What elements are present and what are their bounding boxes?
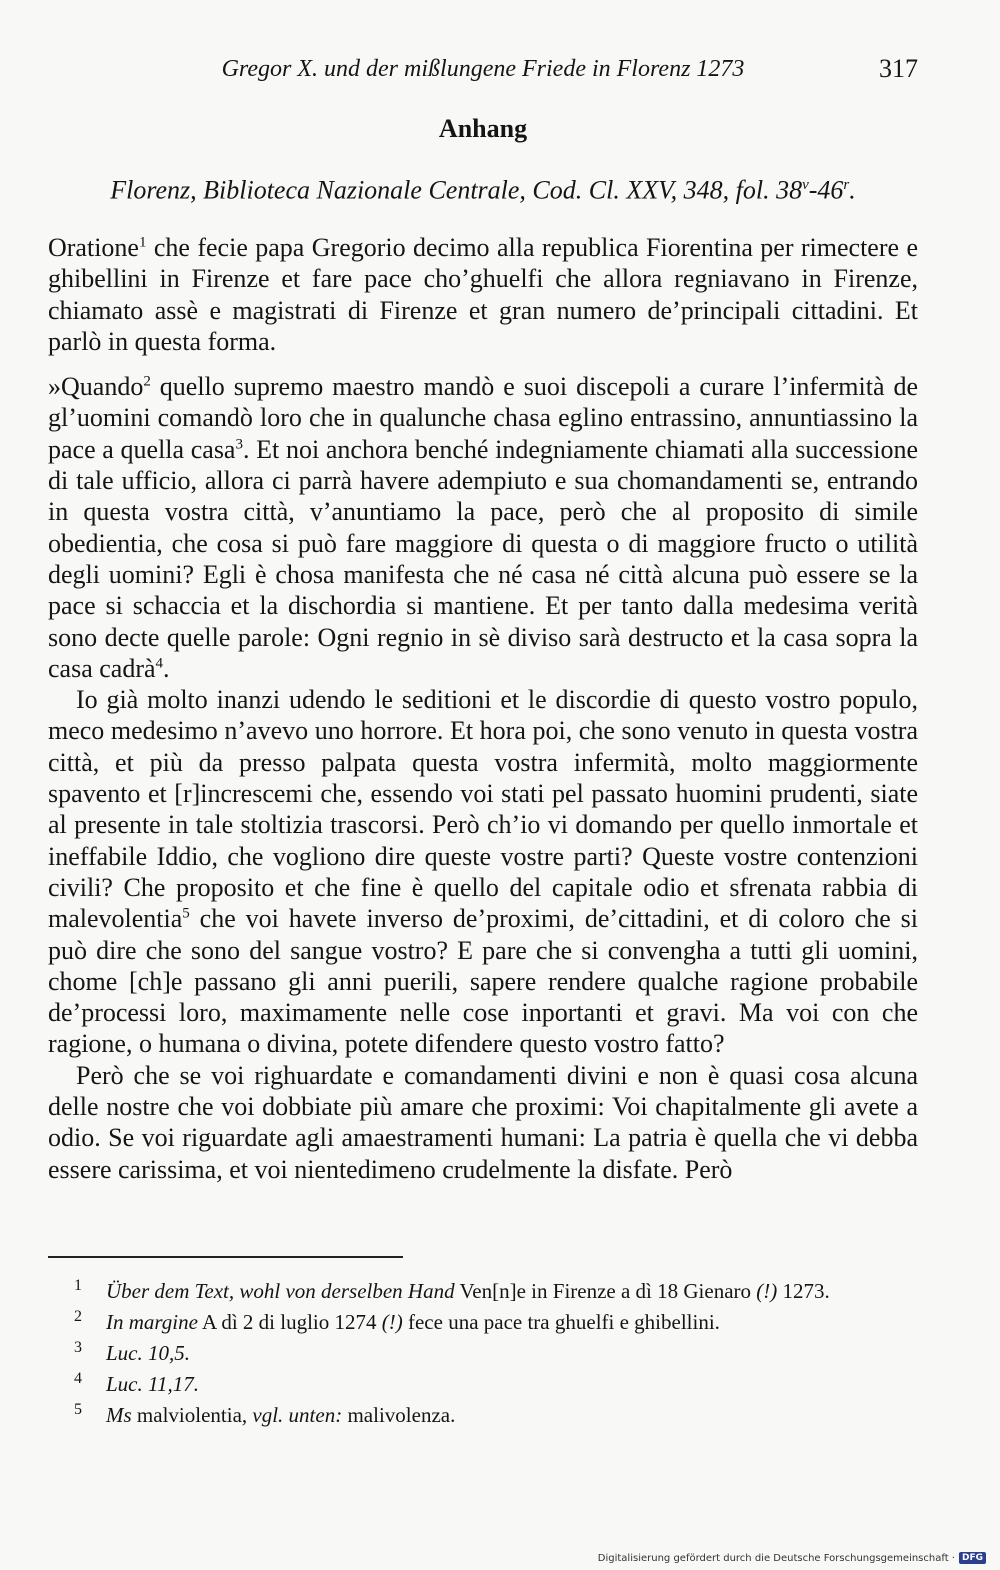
paragraph-text: Io già molto inanzi udendo le seditioni et le discordie di questo vostro populo, meco medesimo n’avevo uno horrore. Et hora poi, che sono venuto in questa vostra città, et più da presso palpata questa vostra infermità, molto maggiormente spavento et [r]increscemi che, essendo voi stati pel passato huomini prudenti, siate al presente in tale stoltizia trascorsi. Però ch’io vi domando per quello inmortale et ineffabile Iddio, che vogliono dire queste vostre parti? Queste vostre contenzioni civili? Che proposito et che fine è quello del capitale odio et sfrenata rabbia di malevolentia [48,685,918,934]
footnote-ref: 5 [182,905,190,922]
footnote-3 [48,1338,918,1369]
paragraph-text: che fecie papa Gregorio decimo alla republica Fiorentina per rimectere e ghibellini in Firenze et fare pace cho’ghuelfi che allora regniavano in Firenze, chiamato assè e magistrati di Firenze et gran numero de’principali cittadini. Et parlò in questa forma. [48,233,918,356]
dfg-logo: DFG [959,1552,986,1564]
footnote-5 [48,1400,918,1431]
digitization-text: Digitalisierung gefördert durch die Deutsche Forschungsgemeinschaft · [597,1552,955,1564]
footnote-ref: 4 [155,655,164,672]
paragraph-io-gia [48,684,918,1060]
footnote-text: In margine [106,1310,198,1334]
footnote-text: vgl. unten: [252,1403,343,1427]
manuscript-reference [48,168,918,208]
footnote-text: malviolentia, [131,1403,253,1427]
page-number: 317 [879,54,918,83]
footnote-text: Luc. 10,5. [106,1341,190,1365]
footnote-text: A dì 2 di luglio 1274 [197,1310,382,1334]
paragraph-text: Oratione [48,233,139,262]
digitization-credit [598,1552,986,1564]
manuscript-range: -46 [808,175,844,205]
footnote-text: Ven[n]e in Firenze a dì 18 Gienaro [454,1279,757,1303]
paragraph-pero [48,1060,918,1185]
paragraph-text: Però che se voi righuardate e comandamenti divini e non è quasi cosa alcuna delle nostre che voi dobbiate più amare che proximi: Voi chapitalmente gli avete a odio. Se voi riguardate agli amaestramenti humani: La patria è quella che vi debba essere carissima, et voi nientedimeno crudelmente la disfate. Però [48,1060,918,1184]
footnote-number: 1 [74,1277,82,1294]
footnote-text: (!) [756,1279,778,1303]
manuscript-end: . [849,175,856,205]
footnote-1 [48,1276,918,1307]
paragraph-text: che voi havete inverso de’proximi, de’cittadini, et di coloro che si può dire che sono del sangue vostro? E pare che si convengha a tutti gli uomini, chome [ch]e passano gli anni puerili, sapere rendere qualche ragione probabile de’processi loro, maximamente nelle cose inportanti et gravi. Ma voi con che ragione, o humana o divina, potete difendere questo vostro fatto? [48,904,918,1059]
manuscript-recto: r [843,177,850,193]
footnote-ref: 1 [138,234,147,251]
footnote-text: Über dem Text, wohl von derselben Hand [106,1279,455,1303]
paragraph-text: »Quando [48,372,144,402]
paragraph-text: . [163,653,170,683]
manuscript-verso: v [802,177,809,193]
footnote-text: fece una pace tra ghuelfi e ghibellini. [402,1310,720,1334]
footnote-ref: 2 [143,373,151,390]
footnote-text: Luc. 11,17. [106,1372,199,1396]
footnote-text: 1273. [777,1279,830,1303]
footnote-divider [48,1256,403,1258]
footnote-2 [48,1307,918,1338]
footnotes [48,1276,918,1431]
footnote-number: 2 [74,1308,82,1325]
footnote-4 [48,1369,918,1400]
running-head [48,52,918,86]
manuscript-text: Florenz, Biblioteca Nazionale Centrale, Cod. Cl. XXV, 348, fol. 38 [110,175,803,205]
paragraph-quando [48,371,918,684]
footnote-number: 5 [74,1401,82,1418]
footnote-text: malivolenza. [342,1403,456,1427]
footnote-number: 3 [74,1339,82,1356]
paragraph-oratione [48,232,918,357]
paragraph-text: quello supremo maestro mandò e suoi discepoli a curare l’infermità de gl’uomini comandò loro che in qualunche chasa eglino entrassino, annuntiassino la pace a quella casa [48,372,918,464]
section-title: Anhang [438,114,528,143]
body-text [48,232,918,1185]
running-title: Gregor X. und der mißlungene Friede in Florenz 1273 [221,56,745,82]
footnote-ref: 3 [235,436,243,453]
footnote-text: Ms [106,1403,132,1427]
footnote-number: 4 [74,1370,82,1387]
paragraph-text: . Et noi anchora benché indegniamente chiamati alla successione di tale ufficio, allora ci parrà havere adempiuto e sua chomandamenti se, entrando in questa vostra città, v’anuntiamo la pace, però che al proposito di simile obedientia, che cosa si può fare maggiore di questa o di maggiore fructo o utilità degli uomini? Egli è chosa manifesta che né casa né città alcuna può essere se la pace si schaccia et la dischordia si mantiene. Et per tanto dalla medesima verità sono decte quelle parole: Ogni regnio in sè diviso sarà destructo et la casa sopra la casa cadrà [48,434,919,683]
footnote-text: (!) [381,1310,403,1334]
